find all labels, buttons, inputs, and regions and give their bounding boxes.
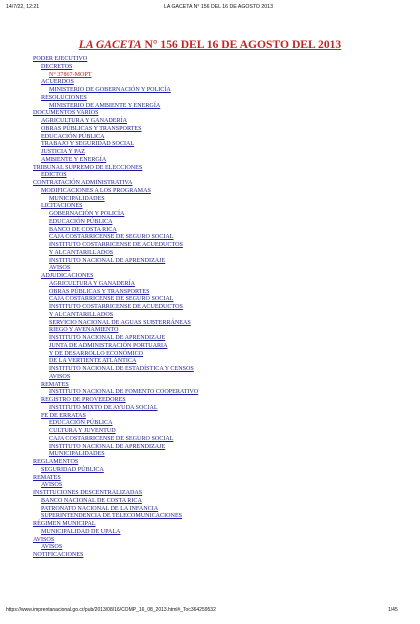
toc-link[interactable]: INSTITUTO NACIONAL DE FOMENTO COOPERATIVO <box>49 389 199 396</box>
toc-link[interactable]: Y ALCANTARILLADOS <box>49 311 114 318</box>
toc-link[interactable]: RIEGO Y AVENAMIENTO <box>49 327 119 334</box>
toc-link[interactable]: ACUERDOS <box>41 79 74 86</box>
toc-link[interactable]: TRIBUNAL SUPREMO DE ELECCIONES <box>33 164 143 171</box>
toc-link[interactable]: CAJA COSTARRICENSE DE SEGURO SOCIAL <box>49 296 174 303</box>
toc-link[interactable]: INSTITUCIONES DESCENTRALIZADAS <box>33 490 143 496</box>
toc-link[interactable]: AVISOS <box>41 544 63 551</box>
toc-link[interactable]: INSTITUTO NACIONAL DE APRENDIZAJE <box>49 443 166 450</box>
toc-link[interactable]: AVISOS <box>49 373 71 380</box>
toc-link[interactable]: INSTITUTO NACIONAL DE ESTADÍSTICA Y CENSOS <box>49 366 194 372</box>
toc-link[interactable]: JUSTICIA Y PAZ <box>41 149 86 155</box>
toc-link[interactable]: INSTITUTO NACIONAL DE APRENDIZAJE <box>49 257 166 264</box>
toc-link[interactable]: MUNICIPALIDADES <box>49 451 105 458</box>
toc-link[interactable]: INSTITUTO NACIONAL DE APRENDIZAJE <box>49 335 166 341</box>
toc-link[interactable]: AVISOS <box>49 265 71 272</box>
toc-link[interactable]: EDUCACIÓN PÚBLICA <box>41 133 105 140</box>
toc-link[interactable]: MINISTERIO DE AMBIENTE Y ENERGÍA <box>49 102 161 109</box>
toc-link[interactable]: GOBERNACIÓN Y POLICÍA <box>49 211 125 217</box>
toc-link[interactable]: TRABAJO Y SEGURIDAD SOCIAL <box>41 141 135 148</box>
toc-link[interactable]: REGLAMENTOS <box>33 459 79 465</box>
toc-link[interactable]: EDUCACIÓN PÚBLICA <box>49 218 113 225</box>
toc-link[interactable]: MINISTERIO DE GOBERNACIÓN Y POLICÍA <box>49 87 171 93</box>
toc-link[interactable]: EDICTOS <box>41 172 67 179</box>
toc-link[interactable]: SERVICIO NACIONAL DE AGUAS SUBTERRÁNEAS <box>49 319 191 326</box>
toc-link[interactable]: INSTITUTO COSTARRICENSE DE ACUEDUCTOS <box>49 304 183 310</box>
page-title <box>0 38 420 51</box>
toc-link[interactable]: INSTITUTO MIXTO DE AYUDA SOCIAL <box>49 404 158 411</box>
toc-link[interactable]: AVISOS <box>33 536 55 543</box>
print-date: 14/7/22, 12:21 <box>6 4 40 10</box>
toc-link[interactable]: AVISOS <box>41 482 63 489</box>
toc-link[interactable]: CAJA COSTARRICENSE DE SEGURO SOCIAL <box>49 234 174 241</box>
table-of-contents <box>0 56 420 560</box>
print-header-title: LA GACETA N° 156 DEL 16 DE AGOSTO 2013 <box>164 4 273 10</box>
toc-link[interactable]: BANCO DE COSTA RICA <box>49 226 117 233</box>
toc-link[interactable]: AMBIENTE Y ENERGÍA <box>41 156 107 163</box>
footer-url: https://www.imprentanacional.go.cr/pub/2013/08/16/COMP_16_08_2013.html#_Toc364259532 <box>6 607 216 613</box>
toc-link[interactable]: REMATES <box>41 381 69 388</box>
toc-link[interactable]: MUNICIPALIDADES <box>49 195 105 202</box>
page-title-rest: N° 156 DEL 16 DE AGOSTO DEL 2013 <box>141 38 342 51</box>
toc-link[interactable]: PATRONATO NACIONAL DE LA INFANCIA <box>41 505 159 512</box>
toc-link[interactable]: N° 37867-MOPT <box>49 71 92 78</box>
toc-link[interactable]: Y DE DESARROLLO ECONÓMICO <box>49 350 144 357</box>
page-number: 1/45 <box>388 607 398 613</box>
toc-link[interactable]: DOCUMENTOS VARIOS <box>33 110 99 117</box>
toc-link[interactable]: NOTIFICACIONES <box>33 552 84 558</box>
toc-link[interactable]: REMATES <box>33 474 61 481</box>
toc-link[interactable]: JUNTA DE ADMINISTRACIÓN PORTUARIA <box>49 342 168 349</box>
toc-link[interactable]: SUPERINTENDENCIA DE TELECOMUNICACIONES <box>41 513 183 520</box>
toc-link[interactable]: MODIFICACIONES A LOS PROGRAMAS <box>41 187 151 194</box>
page-title-italic: LA GACETA <box>78 38 142 51</box>
toc-link[interactable]: AGRICULTURA Y GANADERÍA <box>49 280 135 287</box>
toc-link[interactable]: SEGURIDAD PÚBLICA <box>41 466 104 473</box>
toc-link[interactable]: INSTITUTO COSTARRICENSE DE ACUEDUCTOS <box>49 242 183 248</box>
toc-link[interactable]: RESOLUCIONES <box>41 94 87 101</box>
toc-link[interactable]: OBRAS PÚBLICAS Y TRANSPORTES <box>49 288 150 295</box>
toc-link[interactable]: REGISTRO DE PROVEEDORES <box>41 397 126 403</box>
toc-link[interactable]: DE LA VERTIENTE ATLÁNTICA <box>49 358 137 365</box>
toc-link[interactable]: CONTRATACIÓN ADMINISTRATIVA <box>33 180 133 186</box>
toc-link[interactable]: FE DE ERRATAS <box>41 412 86 419</box>
toc-link[interactable]: AGRICULTURA Y GANADERÍA <box>41 118 127 124</box>
toc-link[interactable]: EDUCACIÓN PÚBLICA <box>49 420 113 427</box>
toc-link[interactable]: LICITACIONES <box>41 203 83 210</box>
toc-link[interactable]: BANCO NACIONAL DE COSTA RICA <box>41 497 142 504</box>
toc-link[interactable]: DECRETOS <box>41 63 73 70</box>
toc-link[interactable]: PODER EJECUTIVO <box>33 56 88 62</box>
toc-link[interactable]: CAJA COSTARRICENSE DE SEGURO SOCIAL <box>49 435 174 442</box>
toc-link[interactable]: Y ALCANTARILLADOS <box>49 249 114 256</box>
toc-link[interactable]: MUNICIPALIDAD DE UPALA <box>41 528 121 535</box>
toc-link[interactable]: RÉGIMEN MUNICIPAL <box>33 521 96 527</box>
toc-link[interactable]: CULTURA Y JUVENTUD <box>49 428 116 434</box>
toc-link[interactable]: OBRAS PÚBLICAS Y TRANSPORTES <box>41 125 142 132</box>
toc-link[interactable]: ADJUDICACIONES <box>41 273 94 279</box>
